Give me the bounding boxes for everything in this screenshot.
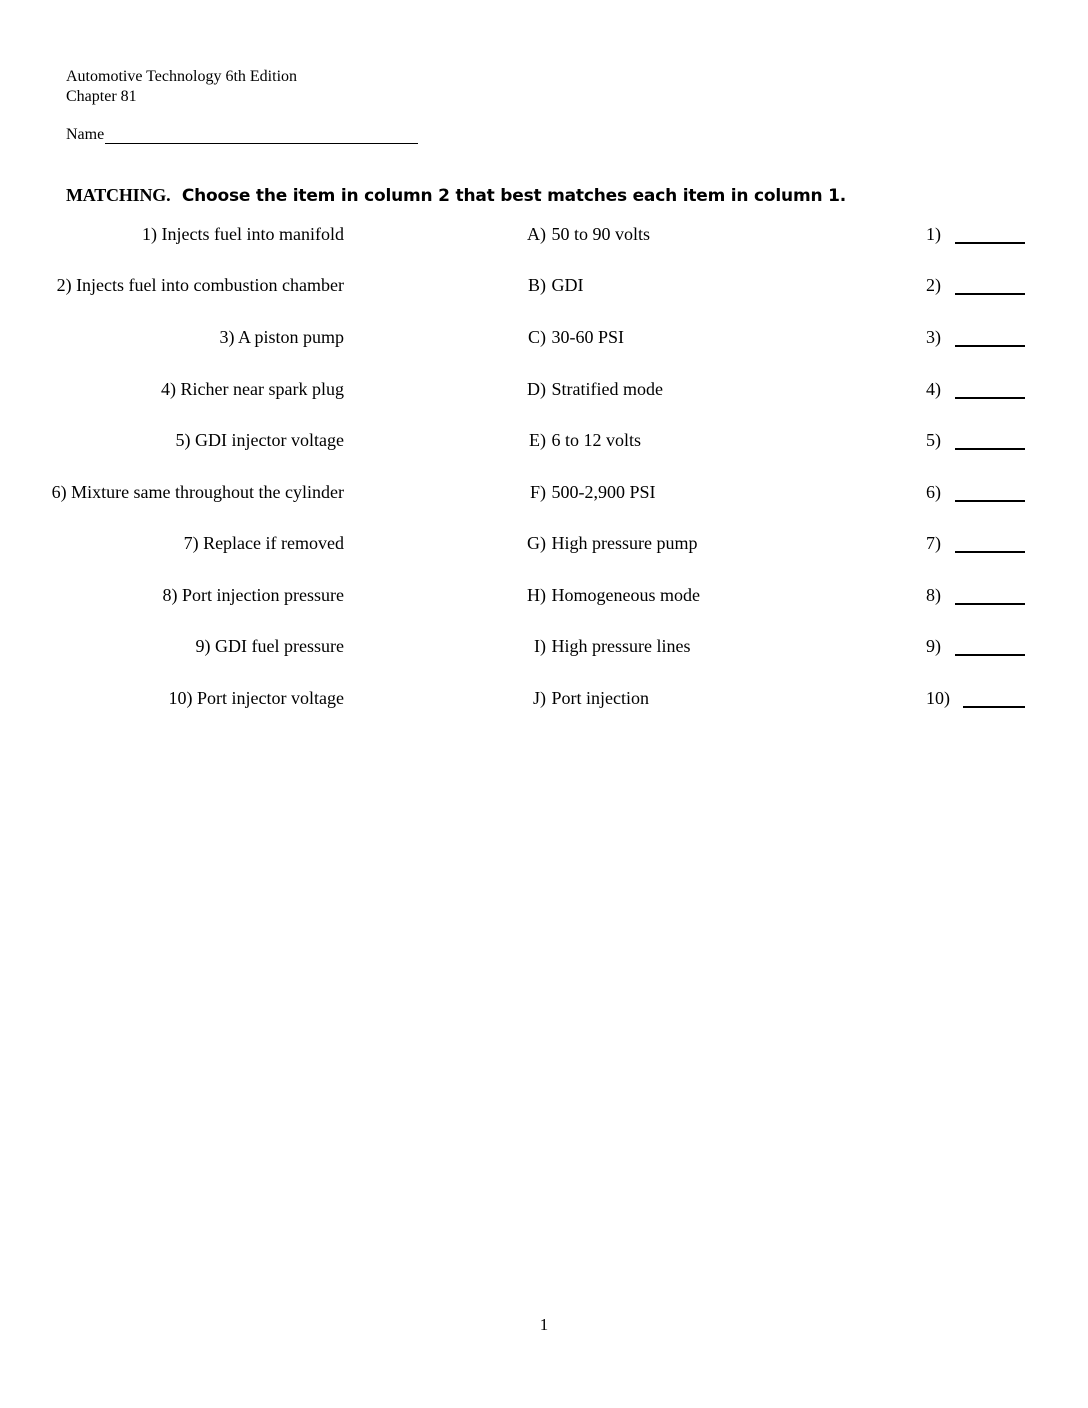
definition-text: 30-60 PSI [551, 327, 625, 347]
answer-label: 3) [926, 327, 941, 347]
term-text: Replace if removed [203, 533, 344, 553]
answer-label: 10) [926, 688, 950, 708]
instructions-text: Choose the item in column 2 that best matches each item in column 1. [181, 186, 846, 206]
term-number: 10) [168, 688, 193, 708]
definition-text: Stratified mode [551, 379, 663, 399]
term-text: GDI injector voltage [195, 430, 344, 450]
answer-label: 2) [926, 275, 941, 295]
definition-letter: A) [527, 224, 546, 244]
term-item [163, 584, 344, 606]
name-blank[interactable] [105, 126, 418, 144]
answer-label: 4) [926, 379, 941, 399]
term-text: A piston pump [237, 327, 344, 347]
name-label: Name [66, 126, 105, 143]
term-number: 5) [175, 430, 191, 450]
term-text: Injects fuel into manifold [161, 224, 344, 244]
matching-row [0, 378, 1088, 400]
page-number: 1 [539, 1315, 549, 1334]
matching-row [0, 274, 1088, 296]
answer-label: 5) [926, 430, 941, 450]
definition-letter: C) [528, 327, 546, 347]
definition-item [522, 326, 624, 348]
definition-text: Homogeneous mode [551, 585, 700, 605]
chapter-label: Chapter 81 [66, 88, 137, 105]
term-number: 2) [56, 275, 72, 295]
term-text: Mixture same throughout the cylinder [71, 482, 344, 502]
definition-item [522, 378, 663, 400]
definition-text: 50 to 90 volts [551, 224, 651, 244]
matching-row [0, 429, 1088, 451]
term-number: 4) [161, 379, 177, 399]
matching-row [0, 687, 1088, 709]
definition-item [522, 532, 697, 554]
definition-item [522, 687, 649, 709]
term-item [142, 223, 344, 245]
answer-blank[interactable] [955, 603, 1025, 605]
matching-instructions [66, 185, 846, 206]
term-item [52, 481, 344, 503]
term-item [176, 429, 344, 451]
definition-letter: E) [529, 430, 546, 450]
term-text: Injects fuel into combustion chamber [76, 275, 344, 295]
definition-letter: F) [529, 482, 546, 502]
term-item [219, 326, 344, 348]
definition-item [522, 481, 656, 503]
term-item [196, 635, 344, 657]
answer-blank[interactable] [955, 654, 1025, 656]
answer-label: 8) [926, 585, 941, 605]
definition-letter: G) [527, 533, 546, 553]
definition-text: 6 to 12 volts [551, 430, 642, 450]
term-text: Port injector voltage [197, 688, 344, 708]
matching-row [0, 223, 1088, 245]
definition-item [522, 274, 584, 296]
term-number: 3) [219, 327, 235, 347]
term-item [57, 274, 344, 296]
matching-row [0, 532, 1088, 554]
definition-text: High pressure pump [551, 533, 698, 553]
answer-label: 7) [926, 533, 941, 553]
term-text: Richer near spark plug [180, 379, 344, 399]
answer-blank[interactable] [963, 706, 1025, 708]
term-number: 8) [162, 585, 178, 605]
term-number: 7) [183, 533, 199, 553]
name-field [66, 125, 418, 144]
term-item [161, 378, 344, 400]
answer-blank[interactable] [955, 500, 1025, 502]
term-text: GDI fuel pressure [215, 636, 344, 656]
definition-item [522, 635, 690, 657]
answer-label: 9) [926, 636, 941, 656]
matching-row [0, 326, 1088, 348]
term-text: Port injection pressure [182, 585, 344, 605]
definition-item [522, 223, 650, 245]
definition-text: Port injection [551, 688, 649, 708]
definition-letter: I) [534, 636, 546, 656]
definition-letter: B) [528, 275, 546, 295]
book-title: Automotive Technology 6th Edition [66, 68, 298, 85]
answer-blank[interactable] [955, 551, 1025, 553]
answer-label: 6) [926, 482, 941, 502]
answer-blank[interactable] [955, 242, 1025, 244]
definition-item [522, 429, 641, 451]
matching-row [0, 584, 1088, 606]
definition-letter: H) [527, 585, 546, 605]
term-number: 6) [51, 482, 67, 502]
term-number: 1) [142, 224, 158, 244]
answer-label: 1) [926, 224, 941, 244]
answer-blank[interactable] [955, 345, 1025, 347]
definition-letter: D) [527, 379, 546, 399]
term-number: 9) [195, 636, 211, 656]
term-item [169, 687, 344, 709]
definition-text: High pressure lines [551, 636, 691, 656]
answer-blank[interactable] [955, 397, 1025, 399]
instructions-lead: MATCHING. [66, 185, 171, 205]
definition-text: GDI [551, 275, 584, 295]
definition-text: 500-2,900 PSI [551, 482, 656, 502]
matching-row [0, 635, 1088, 657]
definition-letter: J) [533, 688, 546, 708]
definition-item [522, 584, 700, 606]
term-item [184, 532, 344, 554]
answer-blank[interactable] [955, 293, 1025, 295]
answer-blank[interactable] [955, 448, 1025, 450]
matching-row [0, 481, 1088, 503]
